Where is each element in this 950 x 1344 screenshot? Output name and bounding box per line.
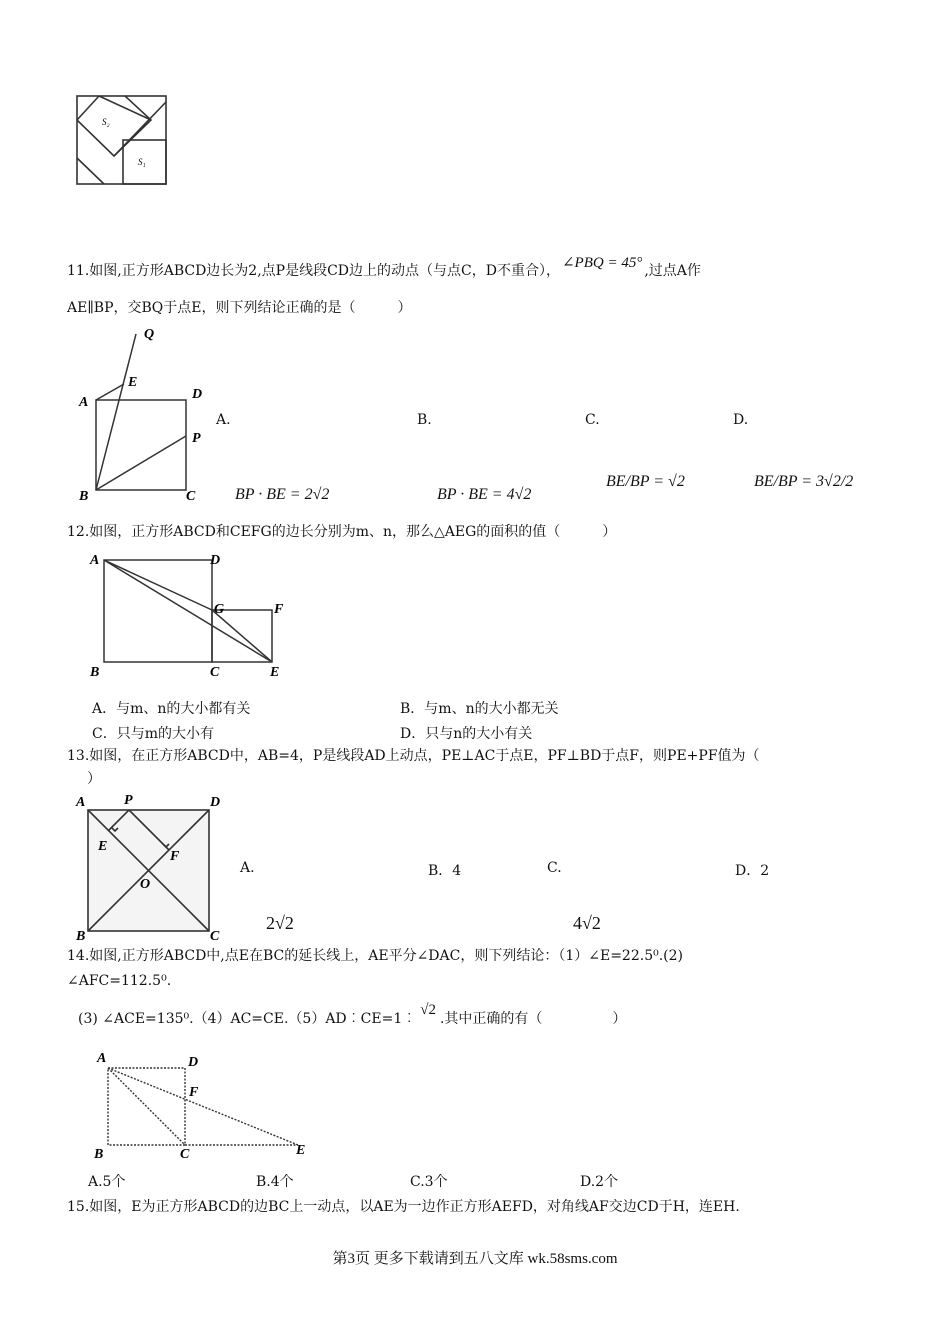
q14-option-a[interactable]: A.5个 (88, 1174, 126, 1190)
fig14-label-a: A (97, 1051, 107, 1066)
q14-option-d[interactable]: D.2个 (580, 1174, 619, 1190)
q11-option-d[interactable]: D. (733, 412, 749, 428)
fig13-label-e: E (98, 839, 108, 854)
q13-option-a[interactable]: A. (240, 860, 255, 876)
q11-option-a[interactable]: A. (216, 412, 231, 428)
fig12-label-f: F (274, 602, 284, 617)
q11-text-a: 11.如图,正方形ABCD边长为2,点P是线段CD边上的动点（与点C，D不重合）， (67, 263, 560, 279)
fig14-label-b: B (94, 1147, 104, 1162)
fig13-label-d: D (210, 795, 221, 810)
figure-q14 (88, 1046, 318, 1164)
q12-option-c[interactable]: C．只与m的大小有 (92, 726, 214, 742)
fig12-label-c: C (210, 665, 220, 680)
fig12-label-g: G (214, 602, 225, 617)
q13-line1: 13.如图，在正方形ABCD中，AB=4，P是线段AD上动点，PE⊥AC于点E，PF⊥BD于点F，则PE+PF值为（ (67, 748, 760, 764)
q14-line1: 14.如图,正方形ABCD中,点E在BC的延长线上，AE平分∠DAC，则下列结论：（1）∠E=22.5⁰.(2) (67, 948, 683, 964)
page-footer[interactable]: 第3页 更多下载请到五八文库 wk.58sms.com (332, 1251, 618, 1267)
fig13-label-o: O (140, 877, 151, 892)
fig14-label-e: E (296, 1143, 306, 1158)
q11-line2: AE∥BP，交BQ于点E，则下列结论正确的是（ ） (67, 300, 412, 316)
q14-line3 (78, 1002, 627, 1028)
figure-q13 (74, 788, 234, 943)
figure-q11 (74, 322, 214, 507)
q12-option-b[interactable]: B．与m、n的大小都无关 (400, 701, 559, 717)
q11-formula-c: BE/BP = √2 (606, 473, 685, 490)
q15-line1: 15.如图，E为正方形ABCD的边BC上一动点，以AE为一边作正方形AEFD，对角线AF交边CD于H，连EH. (67, 1199, 740, 1215)
q11-text-b: ,过点A作 (644, 263, 701, 279)
fig11-label-c: C (186, 489, 196, 504)
figure-q12 (86, 548, 291, 683)
q13-line2: ） (87, 771, 101, 787)
s2-label: S₂ (102, 117, 110, 127)
fig14-label-f: F (189, 1085, 199, 1100)
q11-formula-a: BP · BE = 2√2 (235, 486, 330, 503)
q11-angle: ∠PBQ = 45° (561, 255, 643, 271)
q13-option-d[interactable]: D．2 (735, 863, 770, 879)
q13-option-c[interactable]: C. (547, 860, 562, 876)
q11-formula-b: BP · BE = 4√2 (437, 486, 532, 503)
q14-text-b: .其中正确的有（ ） (439, 1011, 627, 1027)
fig12-label-d: D (210, 553, 221, 568)
q14-sqrt2: √2 (420, 1002, 436, 1018)
q14-option-c[interactable]: C.3个 (410, 1174, 448, 1190)
fig13-label-a: A (76, 795, 86, 810)
q12-option-a[interactable]: A．与m、n的大小都有关 (92, 701, 251, 717)
s1-label: S₁ (138, 157, 146, 167)
fig13-label-p: P (124, 793, 133, 808)
fig14-label-d: D (188, 1055, 199, 1070)
q13-formula-a: 2√2 (266, 913, 294, 933)
q13-option-b[interactable]: B．4 (428, 863, 462, 879)
q14-line2: ∠AFC=112.5⁰. (67, 973, 172, 989)
fig13-label-c: C (210, 929, 220, 943)
q14-text-a: (3) ∠ACE=135⁰.（4）AC=CE.（5）AD︰CE=1︰ (78, 1011, 417, 1027)
fig11-label-e: E (128, 375, 138, 390)
fig14-label-c: C (180, 1147, 190, 1162)
q11-line1 (67, 255, 701, 280)
fig11-label-a: A (79, 395, 89, 410)
q12-option-d[interactable]: D．只与n的大小有关 (400, 726, 533, 742)
q11-option-b[interactable]: B. (417, 412, 432, 428)
fig12-label-e: E (270, 665, 280, 680)
fig11-label-p: P (192, 431, 201, 446)
q11-formula-d: BE/BP = 3√2/2 (754, 473, 854, 490)
fig12-label-a: A (90, 553, 100, 568)
fig11-label-d: D (192, 387, 203, 402)
q14-option-b[interactable]: B.4个 (256, 1174, 294, 1190)
fig13-label-b: B (76, 929, 86, 943)
fig12-label-b: B (90, 665, 100, 680)
fig11-label-q: Q (144, 327, 155, 342)
fig11-label-b: B (79, 489, 89, 504)
fig13-label-f: F (170, 849, 180, 864)
figure-q10 (70, 92, 174, 190)
q13-formula-c: 4√2 (573, 913, 601, 933)
q11-option-c[interactable]: C. (585, 412, 600, 428)
q12-line1: 12.如图，正方形ABCD和CEFG的边长分别为m、n，那么△AEG的面积的值（ ） (67, 524, 617, 540)
